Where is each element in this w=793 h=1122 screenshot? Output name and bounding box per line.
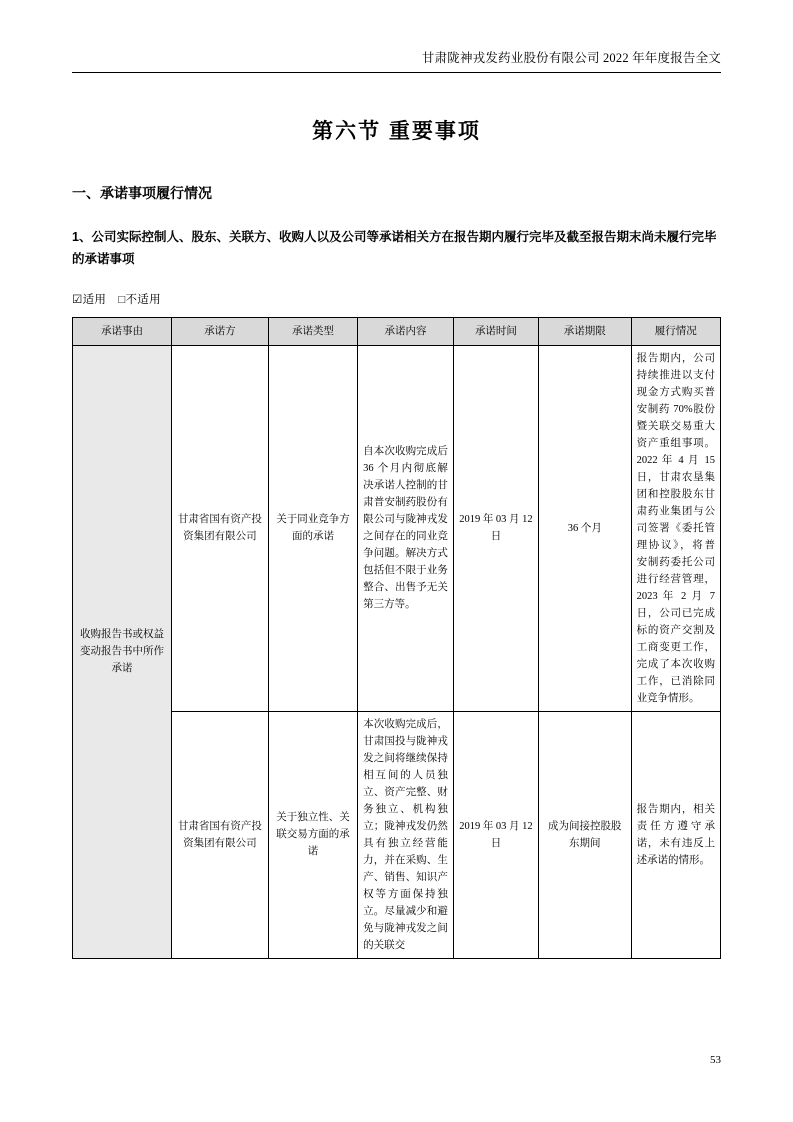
table-header-row bbox=[73, 317, 721, 345]
page-header bbox=[72, 0, 721, 66]
cell-type: 关于同业竞争方面的承诺 bbox=[268, 345, 357, 711]
cell-reason-group: 收购报告书或权益变动报告书中所作承诺 bbox=[73, 345, 172, 958]
cell-party: 甘肃省国有资产投资集团有限公司 bbox=[171, 711, 268, 958]
cell-term: 成为间接控股股东期间 bbox=[539, 711, 632, 958]
applicable-unchecked: □不适用 bbox=[118, 293, 161, 306]
cell-content: 本次收购完成后，甘肃国投与陇神戎发之间将继续保持相互间的人员独立、资产完整、财务独立、机构独立；陇神戎发仍然具有独立经营能力，并在采购、生产、销售、知识产权等方面保持独立。尽量减少和避免与陇神戎发之间的关联交 bbox=[358, 711, 454, 958]
column-header-term: 承诺期限 bbox=[539, 317, 632, 345]
cell-status: 报告期内，公司持续推进以支付现金方式购买普安制药 70%股份暨关联交易重大资产重组事项。2022 年 4 月 15 日，甘肃农垦集团和控股股东甘肃药业集团与公司签署《委托管理协议》，将普安制药委托公司进行经营管理，2023 年 2 月 7 日，公司已完成标的资产交割及工商变更工作，完成了本次收购工作，已消除同业竞争情形。 bbox=[631, 345, 720, 711]
cell-type: 关于独立性、关联交易方面的承诺 bbox=[268, 711, 357, 958]
column-header-party: 承诺方 bbox=[171, 317, 268, 345]
cell-party: 甘肃省国有资产投资集团有限公司 bbox=[171, 345, 268, 711]
cell-date: 2019 年 03 月 12 日 bbox=[453, 345, 538, 711]
column-header-date: 承诺时间 bbox=[453, 317, 538, 345]
section-heading-2: 1、公司实际控制人、股东、关联方、收购人以及公司等承诺相关方在报告期内履行完毕及截至报告期末尚未履行完毕的承诺事项 bbox=[72, 230, 717, 266]
page-title: 第六节 重要事项 bbox=[312, 120, 481, 143]
running-title: 甘肃陇神戎发药业股份有限公司 2022 年年度报告全文 bbox=[421, 51, 721, 65]
column-header-reason: 承诺事由 bbox=[73, 317, 172, 345]
page-number: 53 bbox=[710, 1054, 721, 1066]
cell-term: 36 个月 bbox=[539, 345, 632, 711]
column-header-type: 承诺类型 bbox=[268, 317, 357, 345]
column-header-content: 承诺内容 bbox=[358, 317, 454, 345]
table-row bbox=[73, 345, 721, 711]
cell-date: 2019 年 03 月 12 日 bbox=[453, 711, 538, 958]
cell-status: 报告期内，相关责任方遵守承诺，未有违反上述承诺的情形。 bbox=[631, 711, 720, 958]
applicability-line bbox=[72, 291, 721, 307]
column-header-status: 履行情况 bbox=[631, 317, 720, 345]
cell-content: 自本次收购完成后 36 个月内彻底解决承诺人控制的甘肃普安制药股份有限公司与陇神戎发之间存在的同业竞争问题。解决方式包括但不限于业务整合、出售予无关第三方等。 bbox=[358, 345, 454, 711]
header-divider bbox=[72, 72, 721, 73]
section-heading-1: 一、承诺事项履行情况 bbox=[72, 185, 212, 201]
promise-table bbox=[72, 317, 721, 959]
applicable-checked: ☑适用 bbox=[72, 293, 107, 306]
